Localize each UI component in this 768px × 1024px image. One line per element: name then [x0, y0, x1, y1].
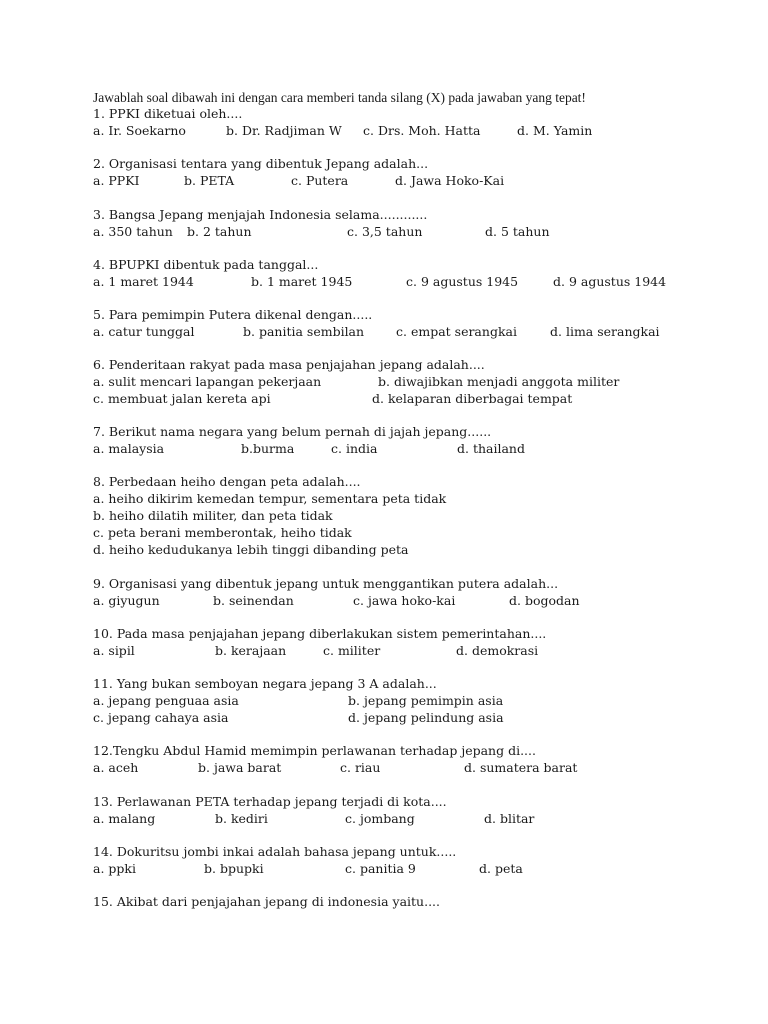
question-10	[0, 625, 768, 642]
answer-option-text: b. bpupki	[204, 861, 264, 876]
answer-option-text: d. lima serangkai	[550, 324, 660, 339]
answer-option-text: c. Putera	[291, 173, 349, 188]
answer-option-text: b. 1 maret 1945	[251, 274, 353, 289]
answer-option-text: b. Dr. Radjiman W	[226, 123, 342, 138]
answer-option-text: b. PETA	[184, 173, 235, 188]
question-7	[0, 423, 768, 440]
answer-option-text: c. 3,5 tahun	[347, 224, 423, 239]
answer-option-text: a. aceh	[93, 760, 139, 775]
question-text: 13. Perlawanan PETA terhadap jepang terjadi di kota....	[93, 794, 447, 809]
question-text: 12.Tengku Abdul Hamid memimpin perlawanan terhadap jepang di....	[93, 743, 536, 758]
question-6	[0, 356, 768, 373]
answer-option-text: a. jepang penguaa asia	[93, 693, 239, 708]
question-text: 15. Akibat dari penjajahan jepang di indonesia yaitu....	[93, 894, 441, 909]
answer-option-text: b. heiho dilatih militer, dan peta tidak	[93, 508, 333, 523]
question-4	[0, 256, 768, 273]
answer-option-text: b. seinendan	[213, 593, 294, 608]
question-3	[0, 206, 768, 223]
answer-option-text: c. jombang	[345, 811, 415, 826]
answer-option-text: d. jepang pelindung asia	[348, 710, 504, 725]
answer-option-text: d. sumatera barat	[464, 760, 578, 775]
answer-option-text: b. kediri	[215, 811, 268, 826]
answer-option-text: a. Ir. Soekarno	[93, 123, 186, 138]
question-2	[0, 155, 768, 172]
question-text: 14. Dokuritsu jombi inkai adalah bahasa jepang untuk.....	[93, 844, 457, 859]
question-5	[0, 306, 768, 323]
answer-option-text: c. empat serangkai	[396, 324, 517, 339]
question-14	[0, 843, 768, 860]
question-text: 2. Organisasi tentara yang dibentuk Jepang adalah...	[93, 156, 429, 171]
answer-option-text: d. Jawa Hoko-Kai	[395, 173, 505, 188]
question-text: 5. Para pemimpin Putera dikenal dengan.....	[93, 307, 373, 322]
question-text: 3. Bangsa Jepang menjajah Indonesia selama............	[93, 207, 428, 222]
answer-option-text: c. 9 agustus 1945	[406, 274, 519, 289]
question-12	[0, 742, 768, 759]
answer-option-text: d. heiho kedudukanya lebih tinggi dibanding peta	[93, 542, 409, 557]
answer-option-text: b. jepang pemimpin asia	[348, 693, 504, 708]
answer-option-text: a. malaysia	[93, 441, 165, 456]
answer-option-text: d. bogodan	[509, 593, 580, 608]
question-11	[0, 675, 768, 692]
answer-option-text: d. kelaparan diberbagai tempat	[372, 391, 573, 406]
question-text: 8. Perbedaan heiho dengan peta adalah....	[93, 474, 361, 489]
answer-option-text: c. membuat jalan kereta api	[93, 391, 271, 406]
answer-option-text: a. 1 maret 1944	[93, 274, 194, 289]
instruction-line	[0, 89, 768, 106]
question-text: 4. BPUPKI dibentuk pada tanggal...	[93, 257, 319, 272]
answer-option-text: a. sipil	[93, 643, 135, 658]
question-text: 9. Organisasi yang dibentuk jepang untuk menggantikan putera adalah...	[93, 576, 559, 591]
question-text: 7. Berikut nama negara yang belum pernah di jajah jepang......	[93, 424, 492, 439]
question-text: 11. Yang bukan semboyan negara jepang 3 A adalah...	[93, 676, 437, 691]
question-9	[0, 575, 768, 592]
question-text: 1. PPKI diketuai oleh....	[93, 106, 243, 121]
question-15	[0, 893, 768, 910]
answer-option-text: d. 5 tahun	[485, 224, 550, 239]
question-text: 6. Penderitaan rakyat pada masa penjajahan jepang adalah....	[93, 357, 485, 372]
question-text: 10. Pada masa penjajahan jepang diberlakukan sistem pemerintahan....	[93, 626, 547, 641]
question-13	[0, 793, 768, 810]
answer-option-text: b. panitia sembilan	[243, 324, 365, 339]
answer-option-text: d. 9 agustus 1944	[553, 274, 667, 289]
answer-option-text: b. kerajaan	[215, 643, 287, 658]
answer-option-text: a. giyugun	[93, 593, 160, 608]
answer-option-text: a. PPKI	[93, 173, 140, 188]
question-1	[0, 105, 768, 122]
answer-option-text: d. M. Yamin	[517, 123, 593, 138]
answer-option-text: c. jawa hoko-kai	[353, 593, 456, 608]
answer-option-text: b.burma	[241, 441, 295, 456]
answer-option-text: a. catur tunggal	[93, 324, 195, 339]
question-8	[0, 473, 768, 490]
answer-option-text: c. militer	[323, 643, 381, 658]
answer-option-text: a. ppki	[93, 861, 136, 876]
answer-option-text: d. peta	[479, 861, 523, 876]
answer-option-text: a. 350 tahun	[93, 224, 173, 239]
answer-option-text: d. blitar	[484, 811, 535, 826]
answer-option-text: c. peta berani memberontak, heiho tidak	[93, 525, 352, 540]
answer-option-text: c. india	[331, 441, 378, 456]
answer-option-text: a. heiho dikirim kemedan tempur, sementara peta tidak	[93, 491, 447, 506]
answer-option-text: c. Drs. Moh. Hatta	[363, 123, 481, 138]
answer-option-text: c. jepang cahaya asia	[93, 710, 229, 725]
answer-option-text: a. malang	[93, 811, 156, 826]
instruction-text: Jawablah soal dibawah ini dengan cara memberi tanda silang (X) pada jawaban yang tepat!	[93, 90, 586, 105]
answer-option-text: c. panitia 9	[345, 861, 416, 876]
answer-option-text: d. thailand	[457, 441, 525, 456]
answer-option-text: b. diwajibkan menjadi anggota militer	[378, 374, 620, 389]
answer-option-text: b. jawa barat	[198, 760, 282, 775]
answer-option-text: a. sulit mencari lapangan pekerjaan	[93, 374, 322, 389]
answer-option-text: d. demokrasi	[456, 643, 539, 658]
answer-option-text: b. 2 tahun	[187, 224, 252, 239]
answer-option-text: c. riau	[340, 760, 381, 775]
